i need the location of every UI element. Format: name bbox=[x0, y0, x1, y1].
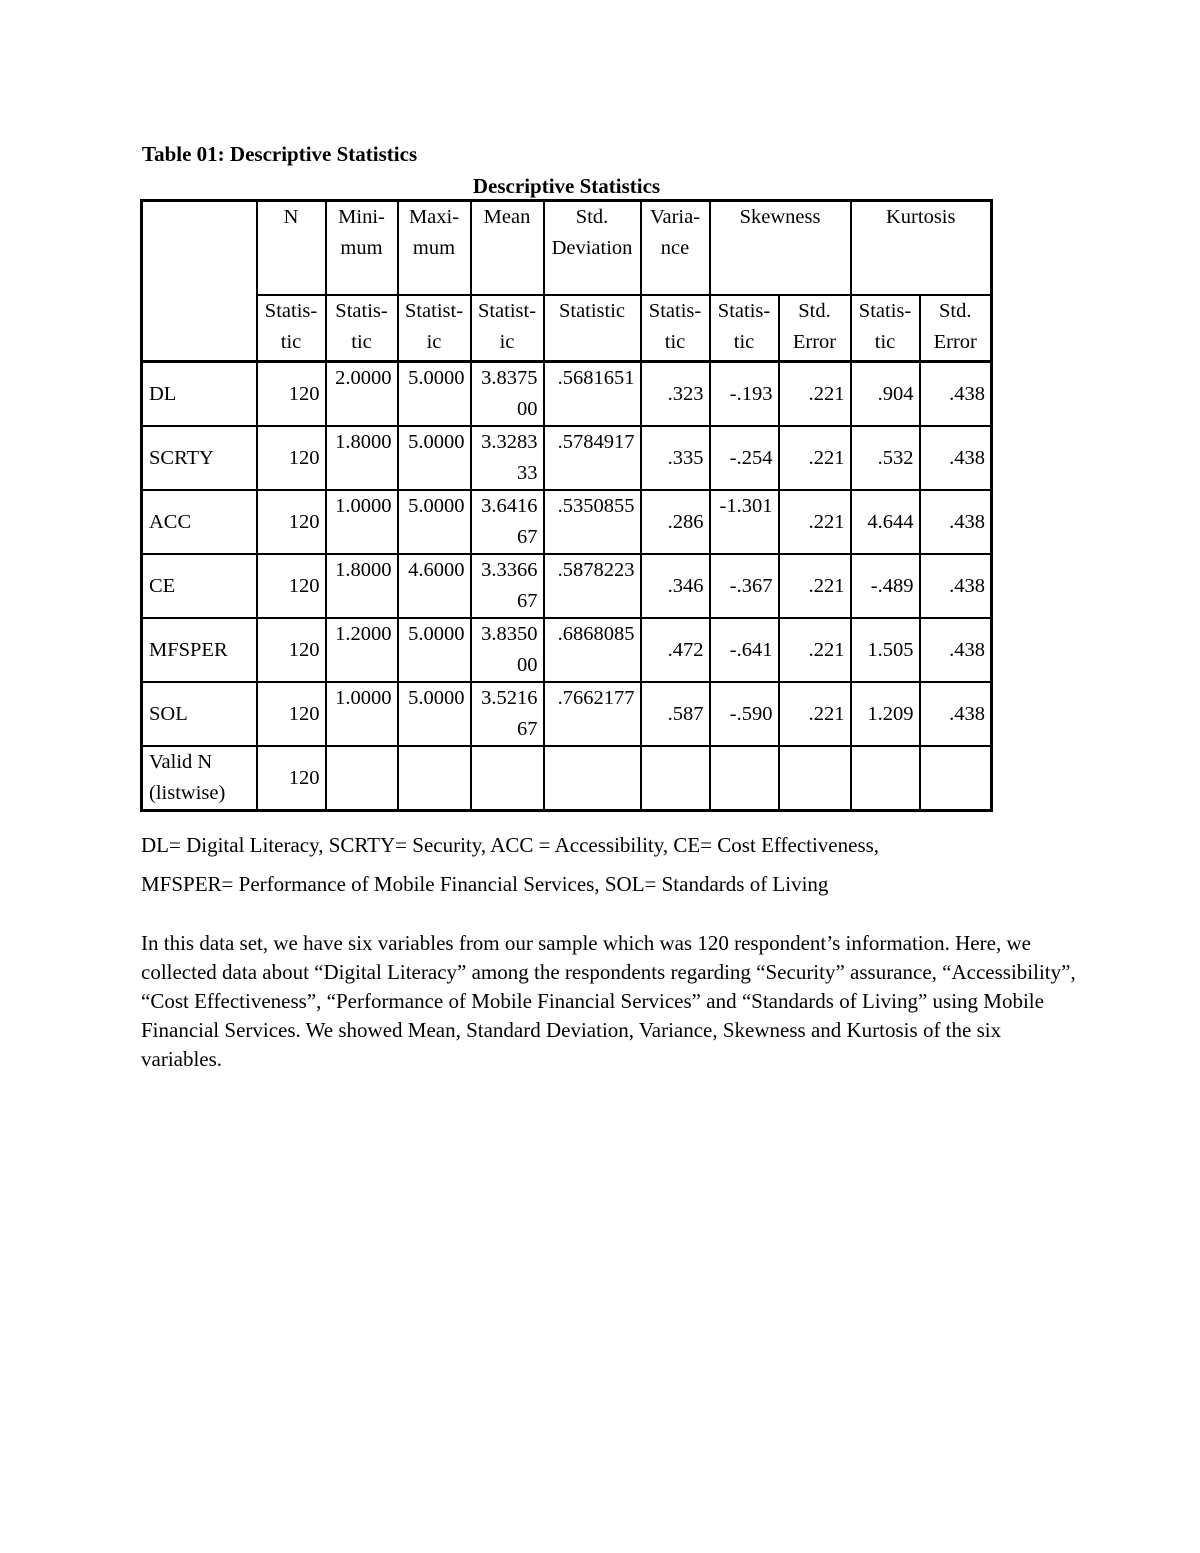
cell-skewness: -.641 bbox=[710, 618, 779, 682]
cell-empty bbox=[851, 746, 920, 811]
cell-maximum: 5.0000 bbox=[398, 682, 471, 746]
cell-skewness: -.193 bbox=[710, 362, 779, 427]
cell-skewness: -.254 bbox=[710, 426, 779, 490]
cell-empty bbox=[779, 746, 851, 811]
cell-mean: 3.521667 bbox=[471, 682, 544, 746]
cell-skewness: -.590 bbox=[710, 682, 779, 746]
cell-variance: .323 bbox=[641, 362, 710, 427]
cell-empty bbox=[471, 746, 544, 811]
cell-mean: 3.328333 bbox=[471, 426, 544, 490]
cell-kurtosis-std-error: .438 bbox=[920, 490, 992, 554]
cell-std-deviation: .5681651 bbox=[544, 362, 641, 427]
row-label: MFSPER bbox=[142, 618, 257, 682]
cell-std-deviation: .5350855 bbox=[544, 490, 641, 554]
header-corner bbox=[142, 201, 257, 362]
cell-minimum: 1.2000 bbox=[326, 618, 398, 682]
cell-std-deviation: .7662177 bbox=[544, 682, 641, 746]
row-label: SOL bbox=[142, 682, 257, 746]
description-paragraph: In this data set, we have six variables from our sample which was 120 respondent’s information. Here, we collected data about “Digital Literacy” among the respondents regarding “Security” assurance, “Accessibility”, “Cost Effectiveness”, “Performance of Mobile Financial Services” and “Standards of Living” using Mobile Financial Services. We showed Mean, Standard Deviation, Variance, Skewness and Kurtosis of the six variables. bbox=[141, 931, 1076, 1071]
cell-skewness-std-error: .221 bbox=[779, 362, 851, 427]
row-label: SCRTY bbox=[142, 426, 257, 490]
cell-kurtosis: 1.209 bbox=[851, 682, 920, 746]
subheader-mean-statistic: Statistic bbox=[471, 295, 544, 362]
cell-mean: 3.336667 bbox=[471, 554, 544, 618]
cell-minimum: 1.0000 bbox=[326, 490, 398, 554]
cell-empty bbox=[326, 746, 398, 811]
cell-kurtosis: 4.644 bbox=[851, 490, 920, 554]
cell-maximum: 5.0000 bbox=[398, 490, 471, 554]
cell-variance: .335 bbox=[641, 426, 710, 490]
table-title: Descriptive Statistics bbox=[472, 174, 661, 198]
cell-kurtosis-std-error: .438 bbox=[920, 618, 992, 682]
cell-skewness-std-error: .221 bbox=[779, 618, 851, 682]
subheader-kurtosis-std-error: Std. Error bbox=[920, 295, 992, 362]
cell-n: 120 bbox=[257, 490, 326, 554]
header-n: N bbox=[257, 201, 326, 296]
cell-std-deviation: .5878223 bbox=[544, 554, 641, 618]
cell-skewness: -.367 bbox=[710, 554, 779, 618]
descriptive-statistics-table bbox=[140, 199, 993, 812]
cell-maximum: 5.0000 bbox=[398, 618, 471, 682]
cell-kurtosis-std-error: .438 bbox=[920, 426, 992, 490]
cell-skewness-std-error: .221 bbox=[779, 682, 851, 746]
cell-variance: .587 bbox=[641, 682, 710, 746]
cell-minimum: 1.0000 bbox=[326, 682, 398, 746]
header-minimum: Minimum bbox=[326, 201, 398, 296]
cell-skewness: -1.301 bbox=[710, 490, 779, 554]
cell-maximum: 5.0000 bbox=[398, 362, 471, 427]
table-row bbox=[142, 618, 992, 682]
subheader-skewness-std-error: Std. Error bbox=[779, 295, 851, 362]
cell-skewness-std-error: .221 bbox=[779, 490, 851, 554]
cell-skewness-std-error: .221 bbox=[779, 426, 851, 490]
cell-mean: 3.641667 bbox=[471, 490, 544, 554]
cell-kurtosis-std-error: .438 bbox=[920, 362, 992, 427]
cell-minimum: 1.8000 bbox=[326, 426, 398, 490]
cell-empty bbox=[398, 746, 471, 811]
cell-kurtosis: 1.505 bbox=[851, 618, 920, 682]
cell-n: 120 bbox=[257, 682, 326, 746]
subheader-kurtosis-statistic: Statistic bbox=[851, 295, 920, 362]
page-title: Table 01: Descriptive Statistics bbox=[142, 142, 418, 166]
cell-n: 120 bbox=[257, 426, 326, 490]
cell-kurtosis-std-error: .438 bbox=[920, 554, 992, 618]
cell-empty bbox=[710, 746, 779, 811]
table-row bbox=[142, 362, 992, 427]
cell-n: 120 bbox=[257, 746, 326, 811]
table-row bbox=[142, 490, 992, 554]
table-row-valid-n bbox=[142, 746, 992, 811]
cell-kurtosis: .532 bbox=[851, 426, 920, 490]
header-std-deviation: Std. Deviation bbox=[544, 201, 641, 296]
subheader-maximum-statistic: Statistic bbox=[398, 295, 471, 362]
cell-empty bbox=[920, 746, 992, 811]
cell-variance: .346 bbox=[641, 554, 710, 618]
cell-minimum: 1.8000 bbox=[326, 554, 398, 618]
cell-mean: 3.837500 bbox=[471, 362, 544, 427]
subheader-n-statistic: Statistic bbox=[257, 295, 326, 362]
table-row bbox=[142, 554, 992, 618]
row-label: ACC bbox=[142, 490, 257, 554]
cell-empty bbox=[641, 746, 710, 811]
cell-n: 120 bbox=[257, 618, 326, 682]
cell-mean: 3.835000 bbox=[471, 618, 544, 682]
header-mean: Mean bbox=[471, 201, 544, 296]
cell-empty bbox=[544, 746, 641, 811]
cell-std-deviation: .5784917 bbox=[544, 426, 641, 490]
notes-line-1: DL= Digital Literacy, SCRTY= Security, ACC = Accessibility, CE= Cost Effectiveness, bbox=[141, 833, 880, 857]
notes-line-2: MFSPER= Performance of Mobile Financial Services, SOL= Standards of Living bbox=[141, 872, 829, 896]
cell-maximum: 5.0000 bbox=[398, 426, 471, 490]
table-row bbox=[142, 682, 992, 746]
cell-skewness-std-error: .221 bbox=[779, 554, 851, 618]
table-row bbox=[142, 426, 992, 490]
header-maximum: Maximum bbox=[398, 201, 471, 296]
cell-n: 120 bbox=[257, 362, 326, 427]
row-label: DL bbox=[142, 362, 257, 427]
cell-maximum: 4.6000 bbox=[398, 554, 471, 618]
cell-minimum: 2.0000 bbox=[326, 362, 398, 427]
cell-kurtosis: -.489 bbox=[851, 554, 920, 618]
cell-kurtosis: .904 bbox=[851, 362, 920, 427]
cell-kurtosis-std-error: .438 bbox=[920, 682, 992, 746]
abbreviation-notes bbox=[141, 826, 1071, 904]
cell-n: 120 bbox=[257, 554, 326, 618]
cell-variance: .286 bbox=[641, 490, 710, 554]
cell-std-deviation: .6868085 bbox=[544, 618, 641, 682]
header-variance: Variance bbox=[641, 201, 710, 296]
subheader-std-deviation-statistic: Statistic bbox=[544, 295, 641, 362]
cell-variance: .472 bbox=[641, 618, 710, 682]
subheader-skewness-statistic: Statistic bbox=[710, 295, 779, 362]
row-label: Valid N (listwise) bbox=[142, 746, 257, 811]
row-label: CE bbox=[142, 554, 257, 618]
subheader-minimum-statistic: Statistic bbox=[326, 295, 398, 362]
subheader-variance-statistic: Statistic bbox=[641, 295, 710, 362]
header-kurtosis: Kurtosis bbox=[851, 201, 992, 296]
header-skewness: Skewness bbox=[710, 201, 851, 296]
